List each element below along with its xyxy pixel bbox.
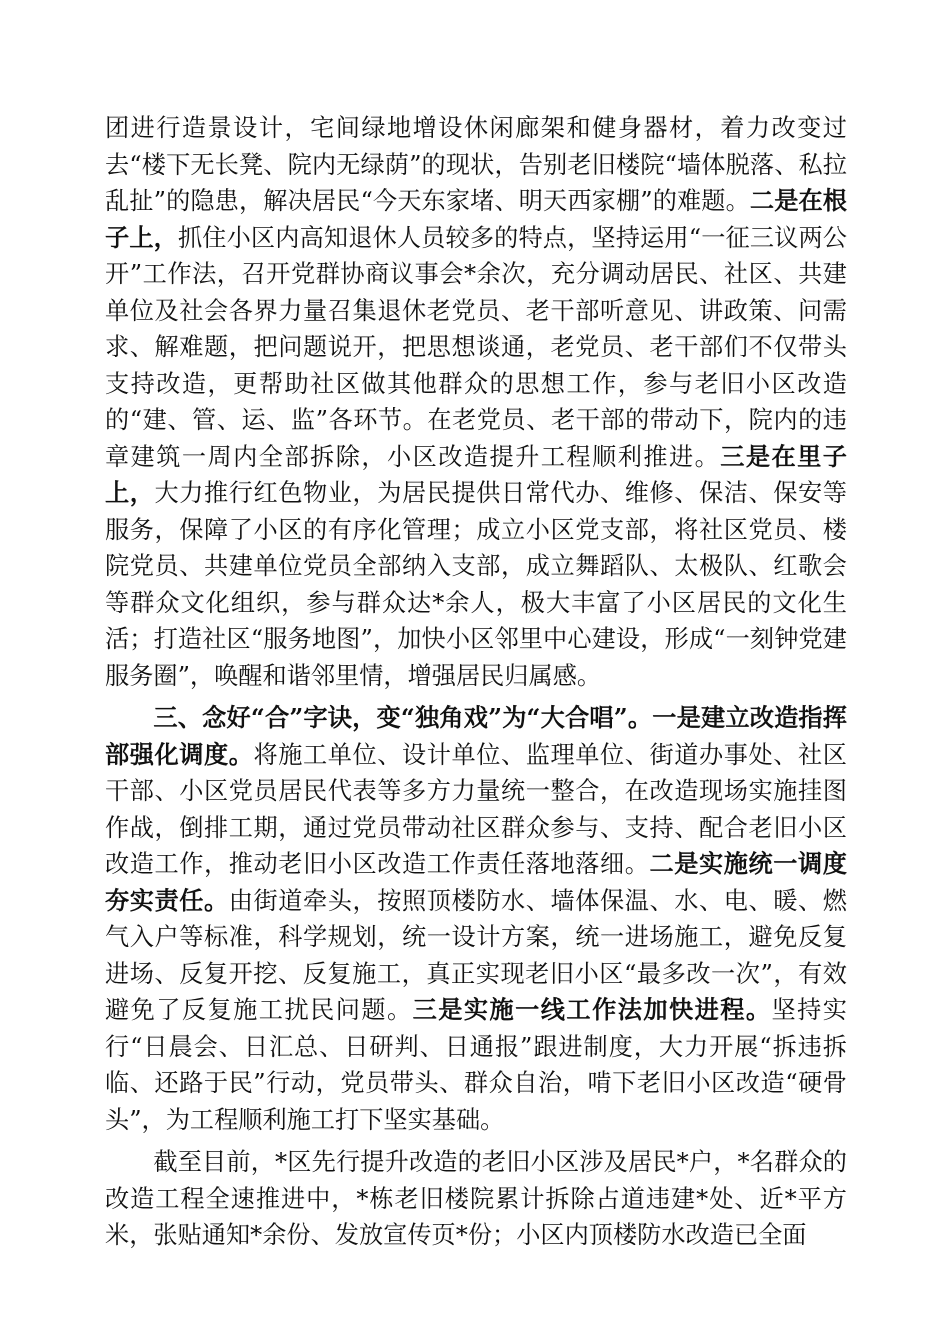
text-run: 坚持实行“日晨会、日汇总、日研判、日通报”跟进制度，大力开展“拆违拆临、还路于民”行动，党员带头、群众自治，啃下老旧小区改造“硬骨头”，为工程顺利施工打下坚实基础。 <box>105 996 847 1134</box>
bold-heading-run: 三、念好“合”字诀，变“独角戏”为“大合唱”。一是建立改造指挥部强化调度。 <box>105 703 847 769</box>
bold-heading-run: 三是在里子上， <box>105 441 847 507</box>
text-run: 将施工单位、设计单位、监理单位、街道办事处、社区干部、小区党员居民代表等多方力量统一整合，在改造现场实施挂图作战，倒排工期，通过党员带动社区群众参与、支持、配合老旧小区改造工作，推动老旧小区改造工作责任落地落细。 <box>105 740 847 878</box>
text-run: 由街道牵头，按照顶楼防水、墙体保温、水、电、暖、燃气入户等标准，科学规划，统一设计方案，统一进场施工，避免反复进场、反复开挖、反复施工，真正实现老旧小区“最多改一次”，有效避免了反复施工扰民问题。 <box>105 886 847 1024</box>
paragraph-progress-summary <box>105 1144 847 1254</box>
paragraph-residential-improvement <box>105 110 847 694</box>
text-run: 抓住小区内高知退休人员较多的特点，坚持运用“一征三议两公开”工作法，召开党群协商议事会*余次，充分调动居民、社区、共建单位及社会各界力量召集退休老党员、老干部听意见、讲政策、问需求、解难题，把问题说开，把思想谈通，老党员、老干部们不仅带头支持改造，更帮助社区做其他群众的思想工作，参与老旧小区改造的“建、管、运、监”各环节。在老党员、老干部的带动下，院内的违章建筑一周内全部拆除，小区改造提升工程顺利推进。 <box>105 223 847 471</box>
text-run: 大力推行红色物业，为居民提供日常代办、维修、保洁、保安等服务，保障了小区的有序化管理；成立小区党支部，将社区党员、楼院党员、共建单位党员全部纳入支部，成立舞蹈队、太极队、红歌会等群众文化组织，参与群众达*余人，极大丰富了小区居民的文化生活；打造社区“服务地图”，加快小区邻里中心建设，形成“一刻钟党建服务圈”，唤醒和谐邻里情，增强居民归属感。 <box>105 479 847 690</box>
paragraph-section-three <box>105 700 847 1138</box>
bold-heading-run: 二是在根子上， <box>105 186 847 252</box>
document-page <box>105 110 847 1254</box>
bold-heading-run: 三是实施一线工作法加快进程。 <box>412 995 772 1024</box>
text-run: 团进行造景设计，宅间绿地增设休闲廊架和健身器材，着力改变过去“楼下无长凳、院内无绿荫”的现状，告别老旧楼院“墙体脱落、私拉乱扯”的隐患，解决居民“今天东家堵、明天西家棚”的难题。 <box>105 114 847 215</box>
text-run: 截至目前，*区先行提升改造的老旧小区涉及居民*户，*名群众的改造工程全速推进中，*栋老旧楼院累计拆除占道违建*处、近*平方米，张贴通知*余份、发放宣传页*份；小区内顶楼防水改造已全面 <box>105 1148 847 1249</box>
bold-heading-run: 二是实施统一调度夯实责任。 <box>105 849 847 915</box>
